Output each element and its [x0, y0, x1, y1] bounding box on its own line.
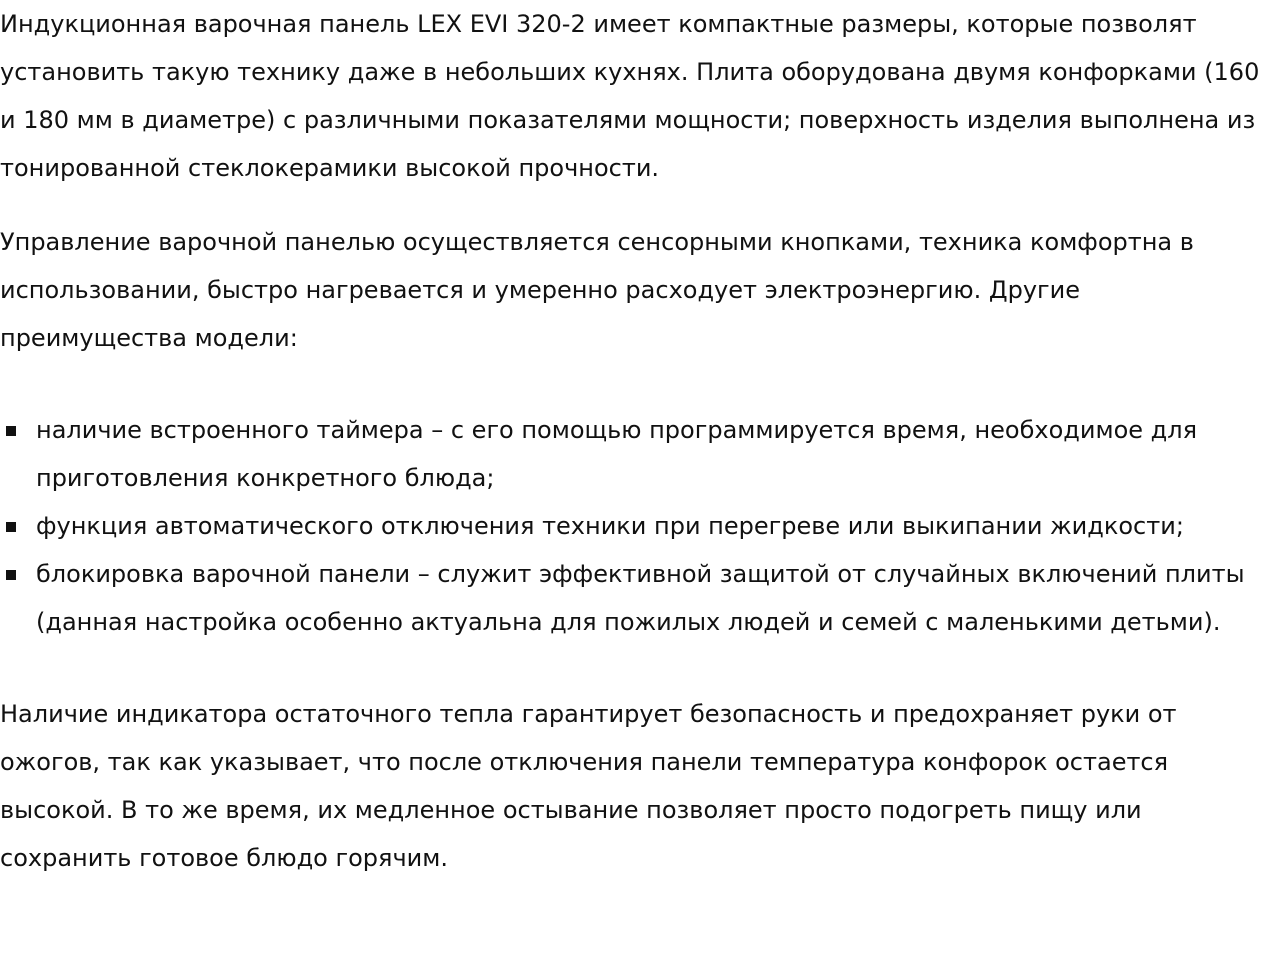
feature-text: наличие встроенного таймера – с его помощью программируется время, необходимое для приготовления конкретного блюда;: [36, 416, 1198, 492]
features-list: [0, 406, 1270, 646]
safety-paragraph: Наличие индикатора остаточного тепла гарантирует безопасность и предохраняет руки от ожогов, так как указывает, что после отключения панели температура конфорок остается высокой. В то же время, их медленное остывание позволяет просто подогреть пищу или сохранить готовое блюдо горячим.: [0, 700, 1177, 872]
feature-text: блокировка варочной панели – служит эффективной защитой от случайных включений плиты (данная настройка особенно актуальна для пожилых людей и семей с маленькими детьми).: [36, 560, 1245, 636]
square-bullet-icon: [6, 522, 16, 532]
list-item: [36, 502, 1270, 550]
list-item: [36, 406, 1270, 502]
square-bullet-icon: [6, 426, 16, 436]
list-item: [36, 550, 1270, 646]
controls-paragraph: Управление варочной панелью осуществляется сенсорными кнопками, техника комфортна в использовании, быстро нагревается и умеренно расходует электроэнергию. Другие преимущества модели:: [0, 228, 1194, 352]
feature-text: функция автоматического отключения техники при перегреве или выкипании жидкости;: [36, 512, 1184, 540]
square-bullet-icon: [6, 570, 16, 580]
intro-paragraph: Индукционная варочная панель LEX EVI 320-2 имеет компактные размеры, которые позволят установить такую технику даже в небольших кухнях. Плита оборудована двумя конфорками (160 и 180 мм в диаметре) с различными показателями мощности; поверхность изделия выполнена из тонированной стеклокерамики высокой прочности.: [0, 10, 1260, 182]
